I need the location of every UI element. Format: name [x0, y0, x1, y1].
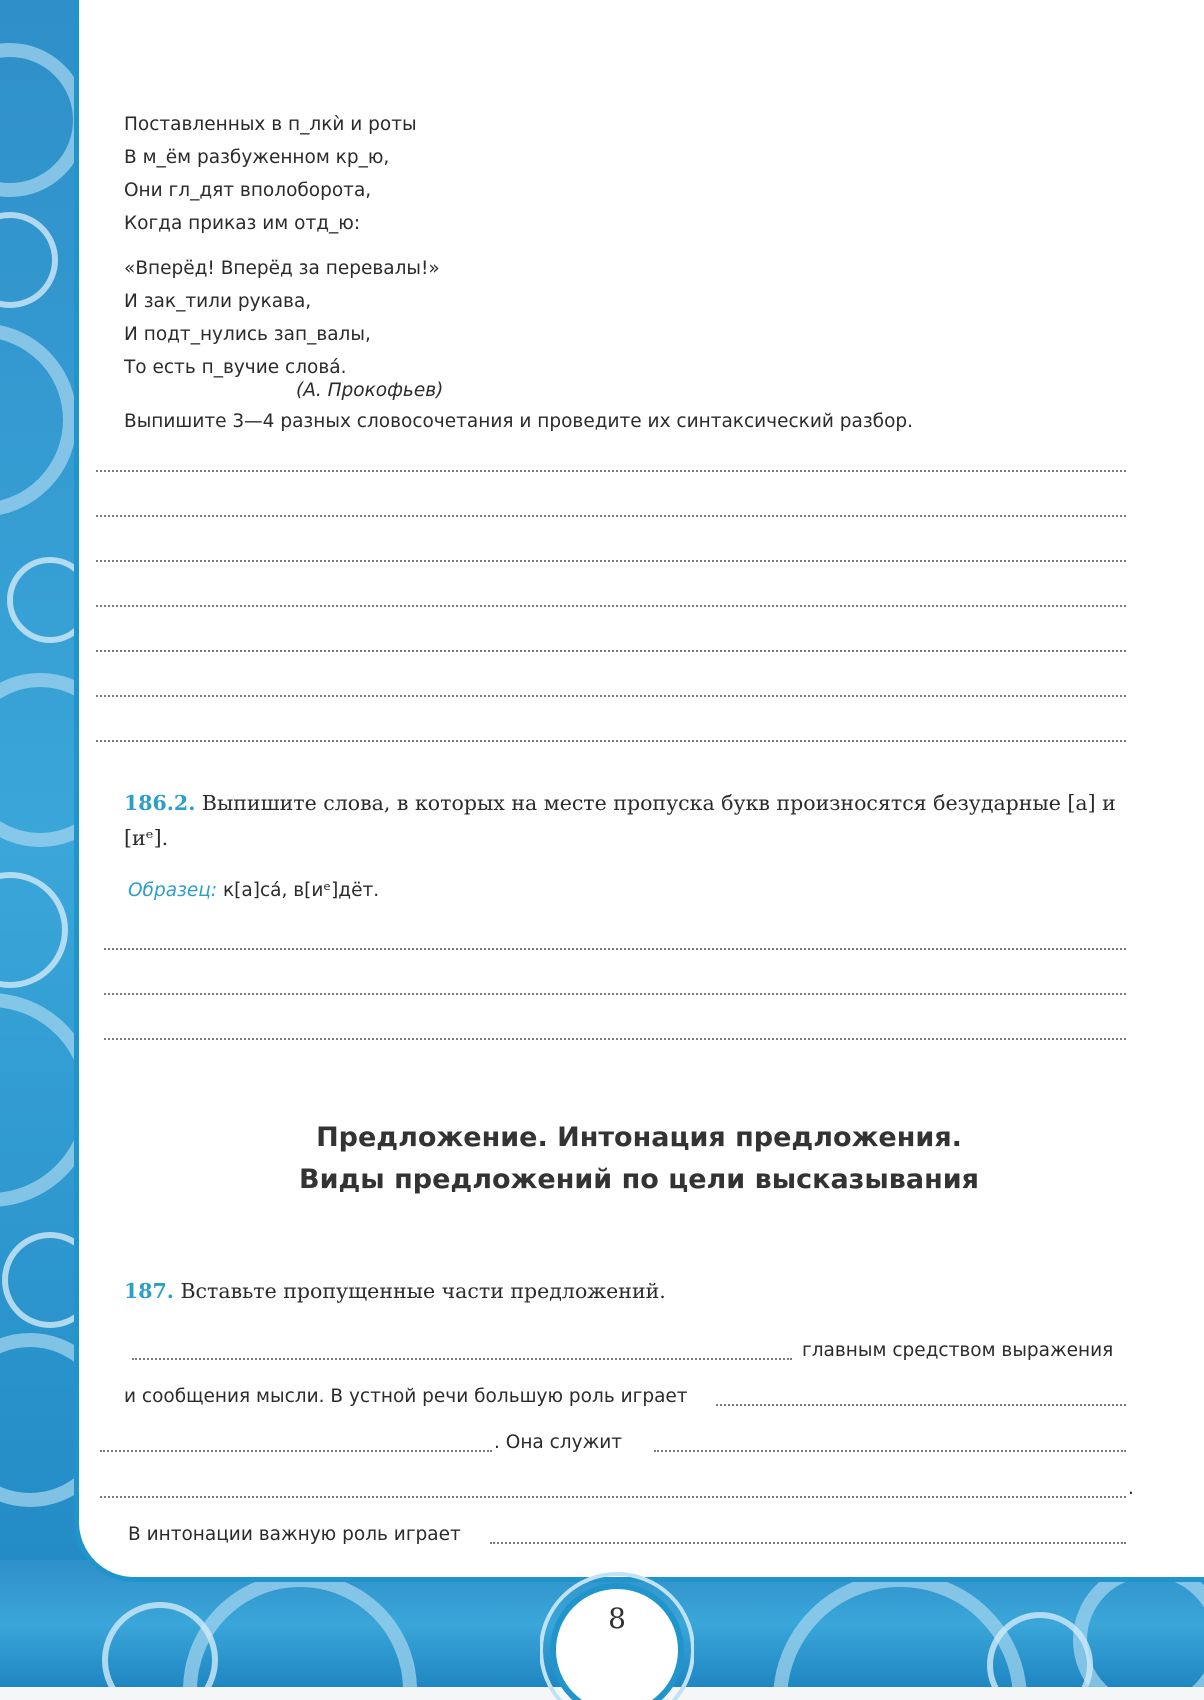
- fill-blank[interactable]: [654, 1450, 1126, 1452]
- fill-text: . Она служит: [494, 1432, 623, 1453]
- poem: [124, 108, 440, 384]
- poem-line: В м_ём разбуженном кр_ю,: [124, 147, 390, 168]
- fill-blank[interactable]: [132, 1358, 792, 1360]
- poem-line: Когда приказ им отд_ю:: [124, 213, 361, 234]
- exercise-number: 186.2.: [124, 791, 196, 815]
- exercise-186-2: [124, 786, 1134, 856]
- exercise-text: Вставьте пропущенные части предложений.: [180, 1279, 666, 1303]
- section-heading-line: Виды предложений по цели высказывания: [298, 1164, 979, 1195]
- answer-line[interactable]: [96, 515, 1126, 517]
- answer-line[interactable]: [104, 1038, 1126, 1040]
- fill-blank[interactable]: [100, 1450, 492, 1452]
- sample-label: Образец:: [128, 880, 218, 901]
- fill-blank[interactable]: [490, 1542, 1126, 1544]
- answer-line[interactable]: [96, 695, 1126, 697]
- fill-text: .: [1128, 1478, 1134, 1499]
- answer-line[interactable]: [96, 470, 1126, 472]
- section-heading-line: Предложение. Интонация предложения.: [316, 1122, 962, 1153]
- answer-line[interactable]: [96, 605, 1126, 607]
- fill-text: и сообщения мысли. В устной речи большую роль играет: [124, 1386, 688, 1407]
- sample-text: к[а]са́, в[иᵉ]дёт.: [223, 880, 380, 901]
- answer-line[interactable]: [104, 993, 1126, 995]
- poem-author: (А. Прокофьев): [296, 380, 444, 401]
- fill-blank[interactable]: [716, 1404, 1126, 1406]
- poem-line: Поставленных в п_лкѝ и роты: [124, 114, 417, 135]
- answer-line[interactable]: [96, 740, 1126, 742]
- exercise-text: Выпишите слова, в которых на месте пропуска букв произносятся безударные [а] и [иᵉ].: [124, 791, 1116, 850]
- answer-line[interactable]: [96, 650, 1126, 652]
- fill-text: В интонации важную роль играет: [128, 1524, 461, 1545]
- exercise-187: [124, 1274, 666, 1309]
- poem-line: «Вперёд! Вперёд за перевалы!»: [124, 258, 440, 279]
- poem-line: И зак_тили рукава,: [124, 291, 312, 312]
- poem-line: То есть п_вучие слова́.: [124, 357, 347, 378]
- sample: [128, 880, 379, 901]
- task-instruction: Выпишите 3—4 разных словосочетания и проведите их синтаксический разбор.: [124, 411, 914, 432]
- page-number: 8: [608, 1602, 626, 1635]
- poem-line: И подт_нулись зап_валы,: [124, 324, 371, 345]
- poem-line: Они гл_дят вполоборота,: [124, 180, 372, 201]
- exercise-number: 187.: [124, 1279, 174, 1303]
- answer-line[interactable]: [104, 948, 1126, 950]
- section-heading: [74, 1117, 1204, 1201]
- answer-line[interactable]: [96, 560, 1126, 562]
- fill-text: главным средством выражения: [802, 1340, 1114, 1361]
- fill-blank[interactable]: [100, 1496, 1126, 1498]
